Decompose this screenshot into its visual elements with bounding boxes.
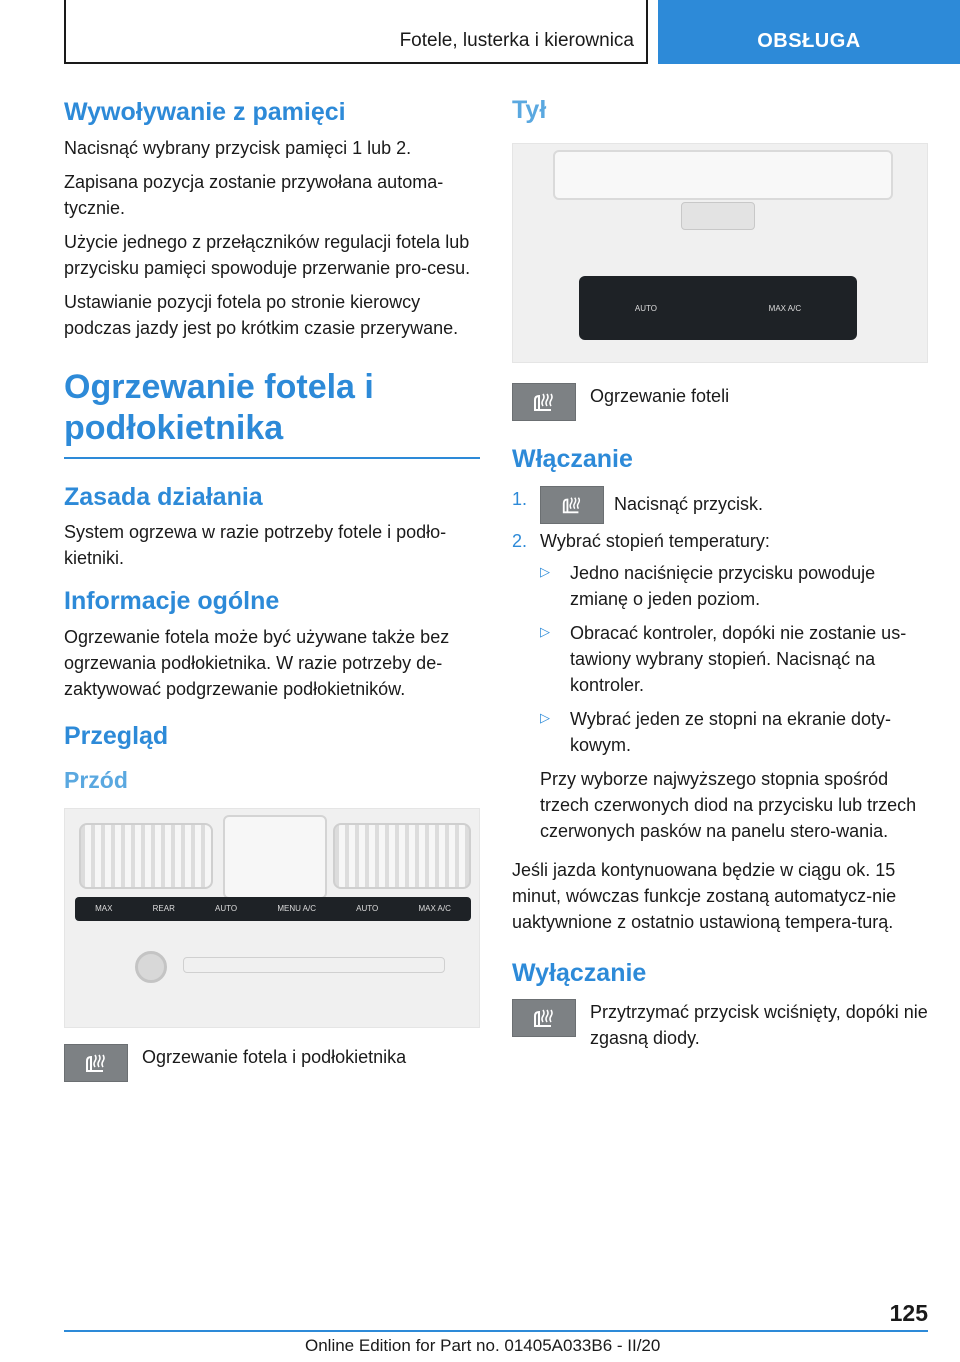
triangle-bullet-icon: ▷ xyxy=(540,623,550,639)
section-title-overview: Przegląd xyxy=(64,722,169,751)
seat-heating-icon xyxy=(512,383,576,421)
paragraph: Użycie jednego z przełączników regulacji fotela lub przycisku pamięci spowoduje przerwanie pro-cesu. xyxy=(64,231,471,278)
header-frame xyxy=(64,0,648,64)
section-title-off: Wyłączanie xyxy=(512,958,647,987)
section-title-on: Włączanie xyxy=(512,445,633,473)
rear-caption: Ogrzewanie foteli xyxy=(590,386,730,406)
section-title-memory: Wywoływanie z pamięci xyxy=(64,98,346,126)
seat-heating-icon xyxy=(64,1044,128,1082)
left-column xyxy=(64,96,480,1090)
left-air-vent xyxy=(79,823,213,889)
section-title-principle: Zasada działania xyxy=(64,482,263,511)
lower-trim xyxy=(183,957,445,973)
paragraph: System ogrzewa w razie potrzeby fotele i podło-kietniki. xyxy=(64,522,447,569)
rear-climate-panel xyxy=(579,276,857,340)
panel-label: AUTO xyxy=(356,904,379,914)
seat-heating-icon xyxy=(540,486,604,524)
bullet-item: ▷ Wybrać jeden ze stopni na ekranie doty-kowym. xyxy=(540,706,928,758)
front-caption: Ogrzewanie fotela i podłokietnika xyxy=(142,1046,407,1067)
step-1 xyxy=(512,486,928,524)
chapter-rule xyxy=(64,457,480,459)
step-2 xyxy=(512,528,928,853)
chapter-title: Ogrzewanie fotela i podłokietnika xyxy=(64,368,374,447)
header-tab: OBSŁUGA xyxy=(658,0,960,64)
seat-heating-icon xyxy=(512,999,576,1037)
bullet-item: ▷ Obracać kontroler, dopóki nie zostanie us-tawiony wybrany stopień. Nacisnąć na kontroler. xyxy=(540,620,928,698)
step-note: Przy wyborze najwyższego stopnia spośród trzech czerwonych diod na przycisku lub trzech czerwonych pasków na panelu stero-wania. xyxy=(540,769,917,842)
bullet-list xyxy=(540,560,928,759)
panel-label: MAX A/C xyxy=(418,904,451,914)
step-number: 1. xyxy=(512,488,528,509)
triangle-bullet-icon: ▷ xyxy=(540,563,550,579)
section-title-general: Informacje ogólne xyxy=(64,587,280,616)
rear-caption-row xyxy=(512,383,928,421)
off-row xyxy=(512,999,928,1051)
panel-label: AUTO xyxy=(634,303,657,313)
subsection-title-front: Przód xyxy=(64,766,128,793)
step-text: Wybrać stopień temperatury: xyxy=(540,530,770,551)
subsection-title-rear: Tył xyxy=(512,96,547,124)
paragraph: Zapisana pozycja zostanie przywołana automa-tycznie. xyxy=(64,171,444,218)
usb-ports xyxy=(681,202,755,230)
panel-label: MAX A/C xyxy=(768,303,802,313)
bullet-item: ▷ Jedno naciśnięcie przycisku powoduje zmianę o jeden poziom. xyxy=(540,560,928,612)
center-display-frame xyxy=(223,815,327,899)
paragraph: Ogrzewanie fotela może być używane także bez ogrzewania podłokietnika. W razie potrzeby de-zaktywować podgrzewanie podłokietników. xyxy=(64,626,450,700)
panel-label: AUTO xyxy=(215,904,238,914)
steps-list xyxy=(512,486,928,853)
header-title: Fotele, lusterka i kierownica xyxy=(399,30,634,51)
rear-console-image xyxy=(512,143,928,363)
paragraph: Ustawianie pozycji fotela po stronie kierowcy podczas jazdy jest po krótkim czasie przerywane. xyxy=(64,291,459,339)
step-text: Nacisnąć przycisk. xyxy=(614,494,764,515)
right-column xyxy=(512,96,928,1060)
front-console-image xyxy=(64,808,480,1028)
paragraph: Nacisnąć wybrany przycisk pamięci 1 lub 2. xyxy=(64,137,412,158)
auto-off-paragraph: Jeśli jazda kontynuowana będzie w ciągu ok. 15 minut, wówczas funkcje zostaną automatycz-nie uaktywnione z ostatnio ustawioną tempera-turą. xyxy=(512,859,897,932)
triangle-bullet-icon: ▷ xyxy=(540,710,550,726)
front-caption-row xyxy=(64,1044,480,1082)
page-number: 125 xyxy=(889,1300,928,1326)
right-air-vent xyxy=(333,823,471,889)
rotary-knob xyxy=(135,951,167,983)
rear-upper-trim xyxy=(553,150,893,200)
panel-label: MAX xyxy=(95,904,113,914)
footer-rule xyxy=(64,1330,928,1332)
front-climate-panel xyxy=(75,897,471,921)
off-text: Przytrzymać przycisk wciśnięty, dopóki nie zgasną diody. xyxy=(590,1002,928,1049)
step-number: 2. xyxy=(512,530,528,551)
panel-label: MENU A/C xyxy=(277,904,316,914)
footer-edition: Online Edition for Part no. 01405A033B6 - II/20 xyxy=(305,1336,661,1355)
panel-label: REAR xyxy=(152,904,175,914)
